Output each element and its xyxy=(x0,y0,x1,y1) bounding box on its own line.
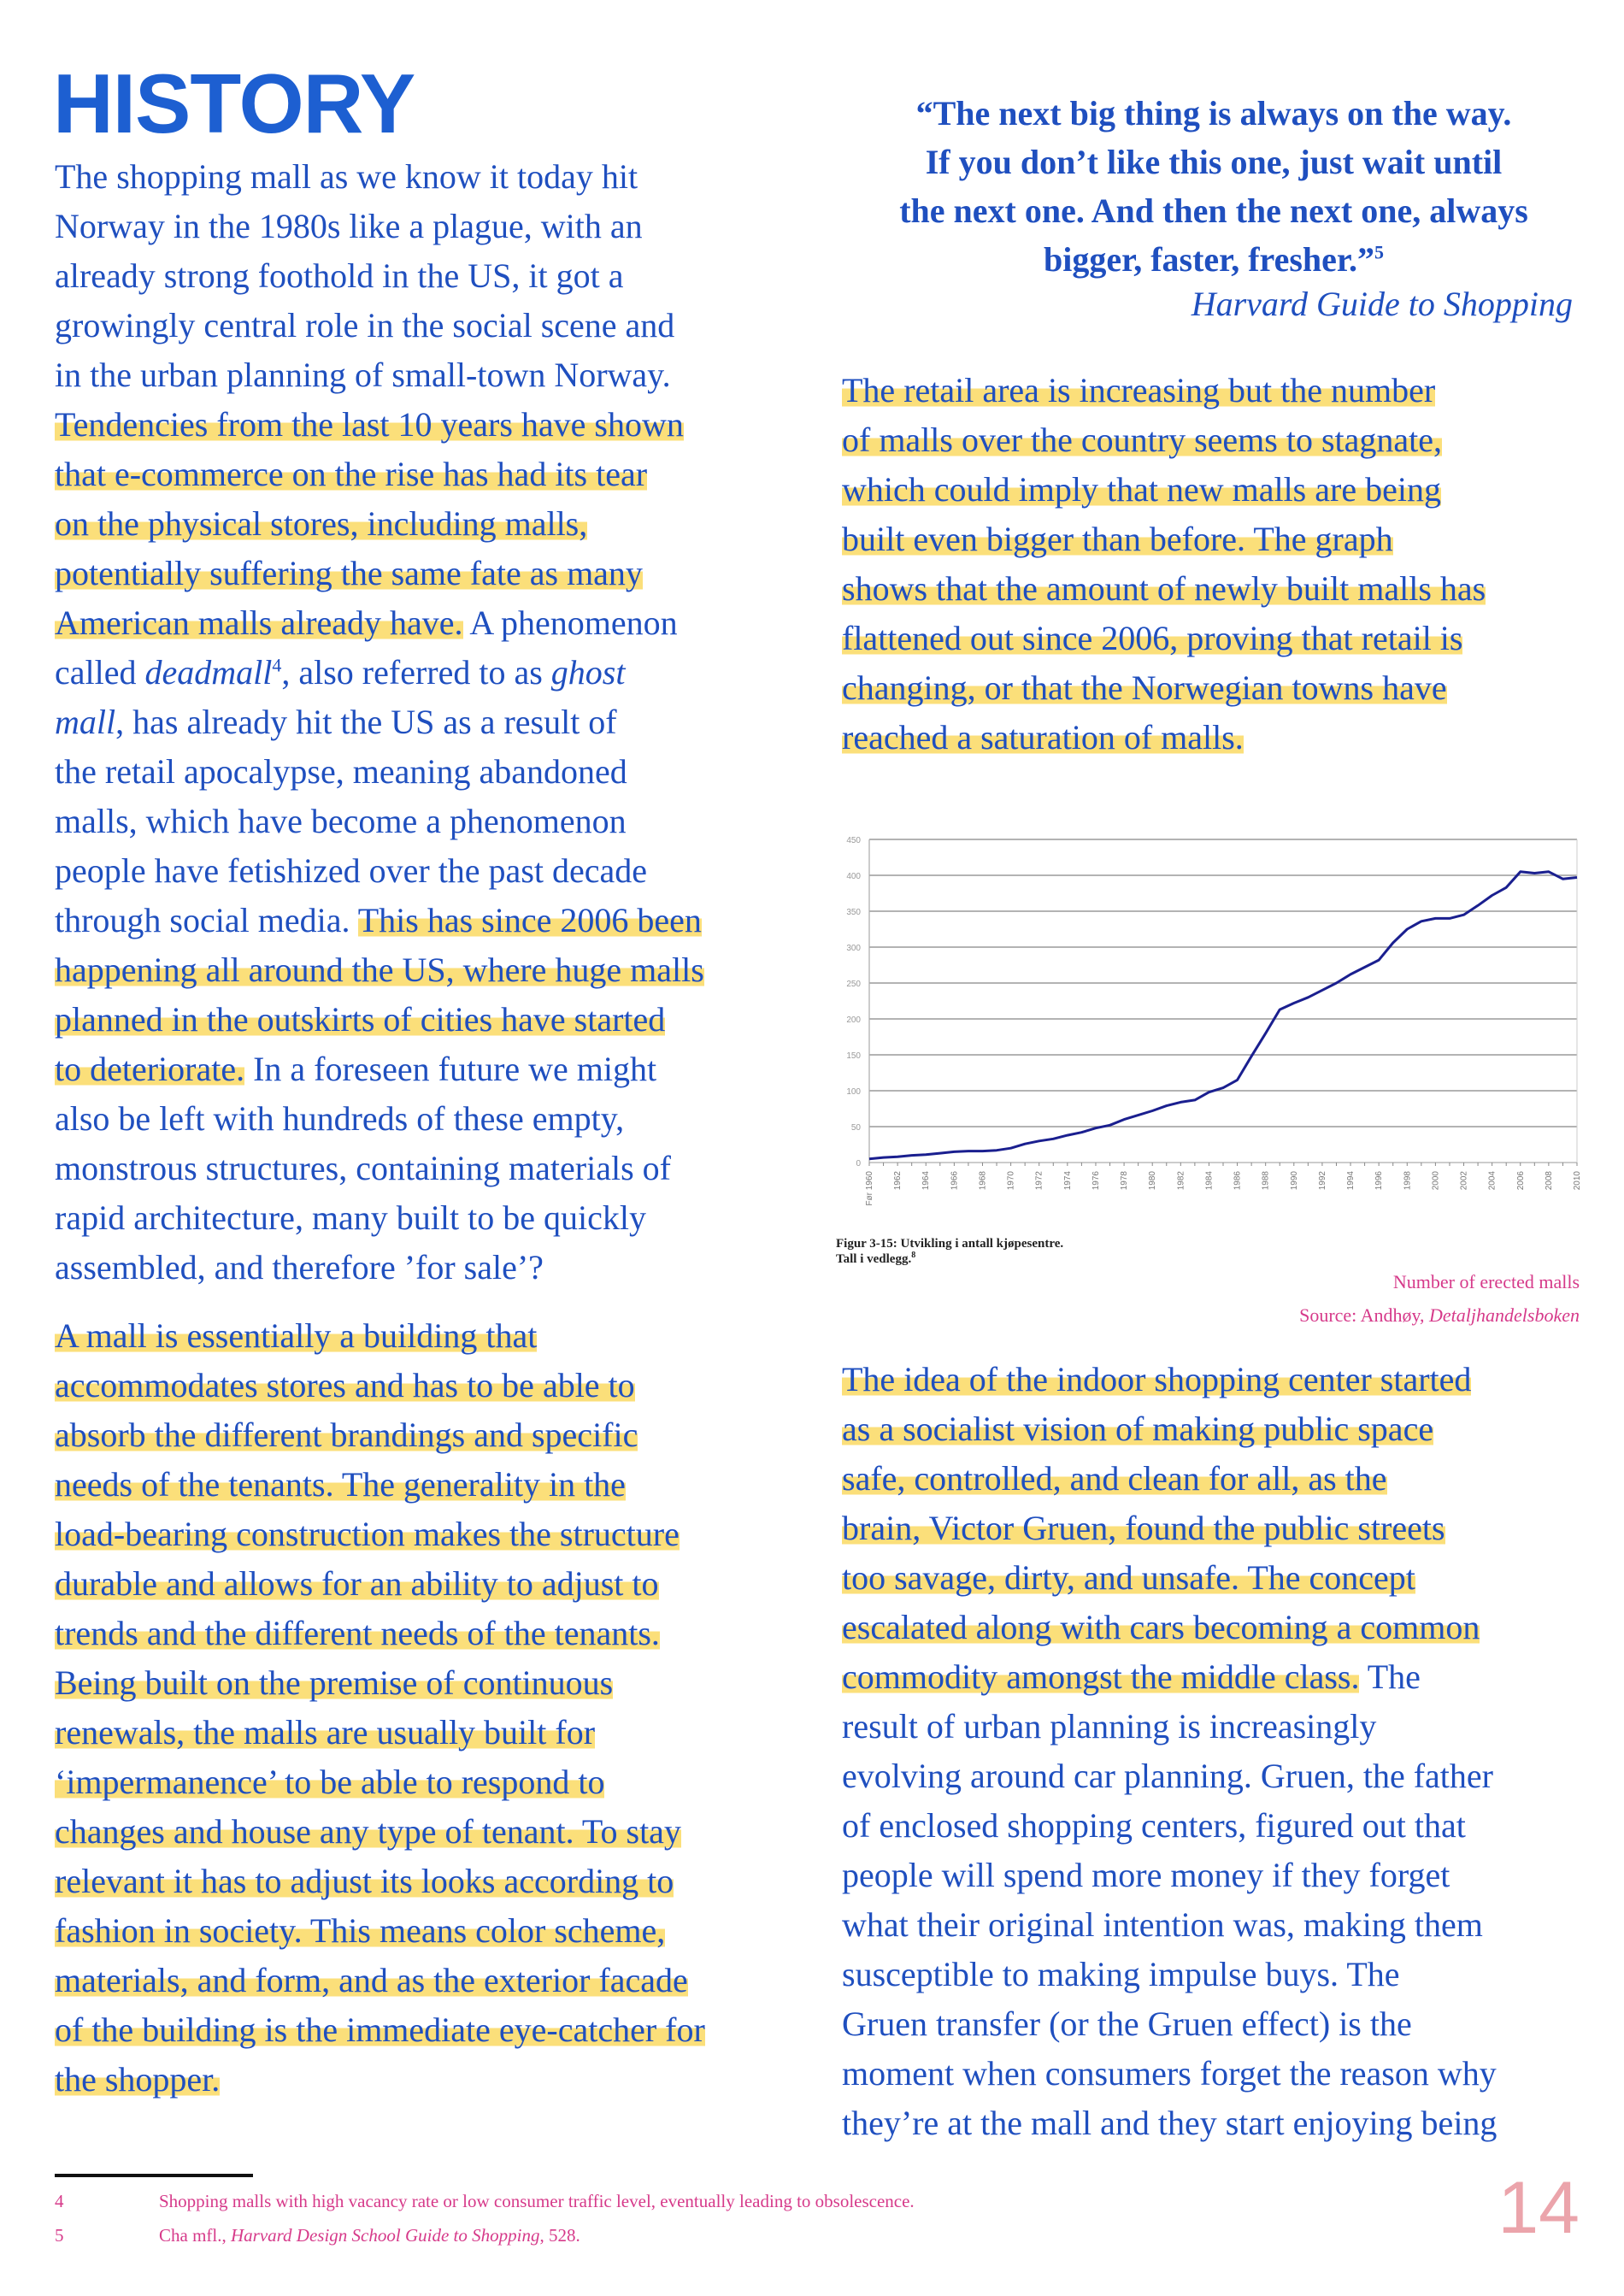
quote-line: If you don’t like this one, just wait until xyxy=(925,143,1503,181)
highlighted-text: planned in the outskirts of cities have started xyxy=(55,1000,666,1039)
x-tick-label: 1982 xyxy=(1176,1171,1186,1191)
text-segment: Norway in the 1980s like a plague, with an xyxy=(55,207,643,245)
page-title: HISTORY xyxy=(53,56,415,150)
highlighted-text: accommodates stores and has to be able to xyxy=(55,1366,635,1404)
text-line xyxy=(842,1652,1586,1702)
text-line xyxy=(55,698,798,747)
text-line xyxy=(842,1404,1586,1454)
text-segment: growingly central role in the social scene and xyxy=(55,306,675,344)
text-line xyxy=(55,2055,798,2105)
text-line xyxy=(842,465,1586,515)
footnote-5: 5 Cha mfl., Harvard Design School Guide to Shopping, 528. xyxy=(55,2225,580,2246)
left-paragraph-1 xyxy=(55,152,798,1292)
y-tick-label: 50 xyxy=(850,1123,861,1133)
text-line xyxy=(842,614,1586,663)
y-tick-label: 300 xyxy=(846,944,861,953)
highlighted-text: of malls over the country seems to stagnate, xyxy=(842,421,1443,459)
text-line xyxy=(55,152,798,202)
x-tick-label: 1994 xyxy=(1346,1171,1356,1191)
text-line xyxy=(55,1609,798,1658)
highlighted-text: as a socialist vision of making public space xyxy=(842,1410,1434,1448)
text-line xyxy=(55,1460,798,1510)
text-segment: moment when consumers forget the reason why xyxy=(842,2054,1497,2093)
highlighted-text: fashion in society. This means color scheme, xyxy=(55,1911,666,1950)
highlighted-text: Being built on the premise of continuous xyxy=(55,1663,614,1702)
text-segment: of enclosed shopping centers, figured out that xyxy=(842,1806,1466,1845)
highlighted-text: flattened out since 2006, proving that retail is xyxy=(842,619,1463,657)
text-line xyxy=(55,1193,798,1243)
text-segment: assembled, and therefore ’for sale’? xyxy=(55,1248,544,1286)
line-chart xyxy=(833,821,1586,1265)
footnote-number: 4 xyxy=(55,2191,64,2211)
text-line xyxy=(842,1751,1586,1801)
text-line xyxy=(55,202,798,251)
text-segment: what their original intention was, making them xyxy=(842,1905,1483,1944)
text-line xyxy=(55,1144,798,1193)
highlighted-text: reached a saturation of malls. xyxy=(842,718,1244,757)
text-line xyxy=(55,1956,798,2005)
x-tick-label: 1974 xyxy=(1062,1171,1073,1191)
highlighted-text: on the physical stores, including malls, xyxy=(55,504,588,543)
text-segment: Gruen transfer (or the Gruen effect) is the xyxy=(842,2005,1412,2043)
text-line xyxy=(842,1851,1586,1900)
x-tick-label: 2004 xyxy=(1487,1171,1497,1191)
text-line xyxy=(55,797,798,846)
text-line xyxy=(55,995,798,1045)
text-segment: mall xyxy=(55,703,116,741)
footnote-ref[interactable]: 4 xyxy=(272,654,282,676)
x-tick-label: 2008 xyxy=(1544,1171,1554,1191)
y-tick-label: 0 xyxy=(856,1159,861,1169)
highlighted-text: shows that the amount of newly built malls has xyxy=(842,569,1486,608)
highlighted-text: relevant it has to adjust its looks according to xyxy=(55,1862,674,1900)
highlighted-text: happening all around the US, where huge malls xyxy=(55,951,704,989)
highlighted-text: safe, controlled, and clean for all, as the xyxy=(842,1459,1387,1498)
text-line xyxy=(55,251,798,301)
text-segment: monstrous structures, containing materials of xyxy=(55,1149,671,1187)
page-number: 14 xyxy=(1497,2167,1580,2249)
text-line xyxy=(55,2005,798,2055)
figure-label: Number of erected malls xyxy=(1392,1271,1580,1292)
text-line xyxy=(55,648,798,698)
text-segment: result of urban planning is increasingly xyxy=(842,1707,1377,1746)
text-line xyxy=(55,1658,798,1708)
text-line xyxy=(55,1906,798,1956)
x-tick-label: 1972 xyxy=(1034,1171,1044,1191)
x-tick-label: 1964 xyxy=(921,1171,932,1191)
text-segment: ghost xyxy=(550,653,626,692)
text-segment: , has already hit the US as a result of xyxy=(115,703,617,741)
text-line xyxy=(842,366,1586,415)
x-tick-label: 2000 xyxy=(1431,1171,1441,1191)
x-tick-label: 1986 xyxy=(1233,1171,1243,1191)
text-line xyxy=(842,564,1586,614)
text-line xyxy=(55,1361,798,1410)
chart-canvas xyxy=(833,821,1586,1265)
x-tick-label: 1996 xyxy=(1374,1171,1385,1191)
text-segment: through social media. xyxy=(55,901,358,939)
text-line xyxy=(55,1807,798,1857)
highlighted-text: materials, and form, and as the exterior facade xyxy=(55,1961,688,1999)
x-tick-label: 1968 xyxy=(978,1171,988,1191)
text-line xyxy=(55,549,798,598)
text-line xyxy=(842,1355,1586,1404)
highlighted-text: commodity amongst the middle class. xyxy=(842,1657,1360,1696)
y-tick-label: 150 xyxy=(846,1051,861,1061)
text-segment: The shopping mall as we know it today hit xyxy=(55,157,638,196)
text-line xyxy=(842,713,1586,762)
x-tick-label: 1990 xyxy=(1289,1171,1299,1191)
text-line xyxy=(55,1857,798,1906)
highlighted-text: absorb the different brandings and specific xyxy=(55,1416,638,1454)
highlighted-text: A mall is essentially a building that xyxy=(55,1316,538,1355)
x-tick-label: 1966 xyxy=(950,1171,960,1191)
text-line xyxy=(842,1950,1586,1999)
highlighted-text: The retail area is increasing but the number xyxy=(842,371,1436,409)
text-line xyxy=(842,1900,1586,1950)
y-tick-label: 350 xyxy=(846,908,861,917)
x-tick-label: 1962 xyxy=(893,1171,903,1191)
text-line xyxy=(55,747,798,797)
text-line xyxy=(55,1243,798,1292)
quote-line: bigger, faster, fresher.”$^5$ xyxy=(1044,240,1384,279)
x-tick-label: 2006 xyxy=(1515,1171,1526,1191)
quote-line: “The next big thing is always on the way. xyxy=(915,94,1512,132)
highlighted-text: that e-commerce on the rise has had its tear xyxy=(55,455,648,493)
highlighted-text: to deteriorate. xyxy=(55,1050,245,1088)
text-segment: In a foreseen future we might xyxy=(244,1050,657,1088)
highlighted-text: load-bearing construction makes the structure xyxy=(55,1515,680,1553)
text-line xyxy=(55,301,798,350)
x-tick-label: 1970 xyxy=(1006,1171,1016,1191)
text-line xyxy=(842,415,1586,465)
chart-caption-line-1: Figur 3-15: Utvikling i antall kjøpesentre. xyxy=(836,1237,1064,1251)
chart-caption-line-2: Tall i vedlegg.$^8$ xyxy=(836,1251,916,1266)
text-line xyxy=(842,515,1586,564)
y-tick-label: 250 xyxy=(846,980,861,989)
chart-caption xyxy=(836,1236,1063,1267)
footnote-4 xyxy=(55,2191,915,2212)
text-segment: called xyxy=(55,653,145,692)
text-segment: also be left with hundreds of these empty, xyxy=(55,1099,625,1138)
text-line xyxy=(55,1410,798,1460)
highlighted-text: the shopper. xyxy=(55,2060,221,2099)
highlighted-text: potentially suffering the same fate as many xyxy=(55,554,643,592)
x-tick-label: 1978 xyxy=(1120,1171,1130,1191)
text-segment: people will spend more money if they forget xyxy=(842,1856,1450,1894)
text-segment: rapid architecture, many built to be quickly xyxy=(55,1198,646,1237)
y-tick-label: 100 xyxy=(846,1087,861,1097)
highlighted-text: changes and house any type of tenant. To stay xyxy=(55,1812,681,1851)
text-line xyxy=(842,663,1586,713)
text-line xyxy=(842,2099,1586,2148)
highlighted-text: Tendencies from the last 10 years have shown xyxy=(55,405,684,444)
text-line xyxy=(55,350,798,400)
highlighted-text: too savage, dirty, and unsafe. The concept xyxy=(842,1558,1415,1597)
text-line xyxy=(55,450,798,499)
text-segment: The xyxy=(1359,1657,1421,1696)
text-segment: malls, which have become a phenomenon xyxy=(55,802,627,840)
text-segment: susceptible to making impulse buys. The xyxy=(842,1955,1400,1993)
footnote-ref[interactable]: 5 xyxy=(1374,241,1384,263)
data-line xyxy=(869,872,1577,1159)
text-line xyxy=(842,1999,1586,2049)
text-line xyxy=(55,945,798,995)
quote-line: the next one. And then the next one, always xyxy=(899,191,1528,230)
highlighted-text: which could imply that new malls are being xyxy=(842,470,1441,509)
text-line xyxy=(842,1603,1586,1652)
text-line xyxy=(55,1311,798,1361)
y-tick-label: 200 xyxy=(846,1016,861,1025)
x-tick-label: 1980 xyxy=(1148,1171,1158,1191)
pull-quote xyxy=(842,89,1586,284)
text-line xyxy=(842,1553,1586,1603)
text-segment: people have fetishized over the past decade xyxy=(55,851,648,890)
y-tick-label: 400 xyxy=(846,872,861,881)
highlighted-text: escalated along with cars becoming a common xyxy=(842,1608,1480,1646)
highlighted-text: renewals, the malls are usually built for xyxy=(55,1713,596,1751)
highlighted-text: of the building is the immediate eye-catcher for xyxy=(55,2010,705,2049)
footnote-number: 5 xyxy=(55,2225,64,2246)
text-line xyxy=(55,1559,798,1609)
text-line xyxy=(55,1510,798,1559)
text-line xyxy=(55,1045,798,1094)
x-tick-label: 1998 xyxy=(1403,1171,1413,1191)
text-line xyxy=(842,1702,1586,1751)
text-line xyxy=(55,598,798,648)
footnote-divider xyxy=(55,2174,253,2177)
right-paragraph-2 xyxy=(842,1355,1586,2148)
text-line xyxy=(842,1454,1586,1504)
text-line xyxy=(55,400,798,450)
text-segment: in the urban planning of small-town Norway. xyxy=(55,356,671,394)
text-segment: deadmall xyxy=(144,653,273,692)
text-segment: A phenomenon xyxy=(462,603,678,642)
highlighted-text: built even bigger than before. The graph xyxy=(842,520,1393,558)
text-line xyxy=(55,846,798,896)
x-tick-label: 1976 xyxy=(1091,1171,1101,1191)
highlighted-text: This has since 2006 been xyxy=(357,901,702,939)
highlighted-text: The idea of the indoor shopping center started xyxy=(842,1360,1472,1398)
x-tick-label: 2002 xyxy=(1459,1171,1469,1191)
text-line xyxy=(55,896,798,945)
text-line xyxy=(55,1708,798,1757)
right-paragraph-1 xyxy=(842,366,1586,762)
y-tick-label: 450 xyxy=(846,836,861,845)
highlighted-text: American malls already have. xyxy=(55,603,463,642)
x-tick-label: 1992 xyxy=(1317,1171,1327,1191)
text-segment: they’re at the mall and they start enjoying being xyxy=(842,2104,1497,2142)
left-paragraph-2 xyxy=(55,1311,798,2105)
text-segment: evolving around car planning. Gruen, the father xyxy=(842,1757,1493,1795)
text-line xyxy=(842,1504,1586,1553)
text-line xyxy=(842,1801,1586,1851)
highlighted-text: brain, Victor Gruen, found the public streets xyxy=(842,1509,1445,1547)
x-tick-label: 2010 xyxy=(1573,1171,1582,1191)
highlighted-text: trends and the different needs of the tenants. xyxy=(55,1614,660,1652)
text-line xyxy=(55,499,798,549)
highlighted-text: needs of the tenants. The generality in the xyxy=(55,1465,626,1504)
x-tick-label: Før 1960 xyxy=(865,1171,874,1206)
text-segment: the retail apocalypse, meaning abandoned xyxy=(55,752,627,791)
x-tick-label: 1984 xyxy=(1204,1171,1215,1191)
highlighted-text: changing, or that the Norwegian towns have xyxy=(842,668,1447,707)
text-segment: already strong foothold in the US, it got a xyxy=(55,256,624,295)
quote-source: Harvard Guide to Shopping xyxy=(1191,285,1573,323)
text-line xyxy=(55,1757,798,1807)
highlighted-text: durable and allows for an ability to adjust to xyxy=(55,1564,659,1603)
text-segment: , also referred to as xyxy=(281,653,551,692)
text-line xyxy=(55,1094,798,1144)
x-tick-label: 1988 xyxy=(1261,1171,1271,1191)
highlighted-text: ‘impermanence’ to be able to respond to xyxy=(55,1763,605,1801)
footnote-text: Shopping malls with high vacancy rate or low consumer traffic level, eventually leading to obsolescence. xyxy=(159,2191,915,2211)
text-line xyxy=(842,2049,1586,2099)
figure-source: Source: Andhøy, Detaljhandelsboken xyxy=(1299,1304,1580,1326)
